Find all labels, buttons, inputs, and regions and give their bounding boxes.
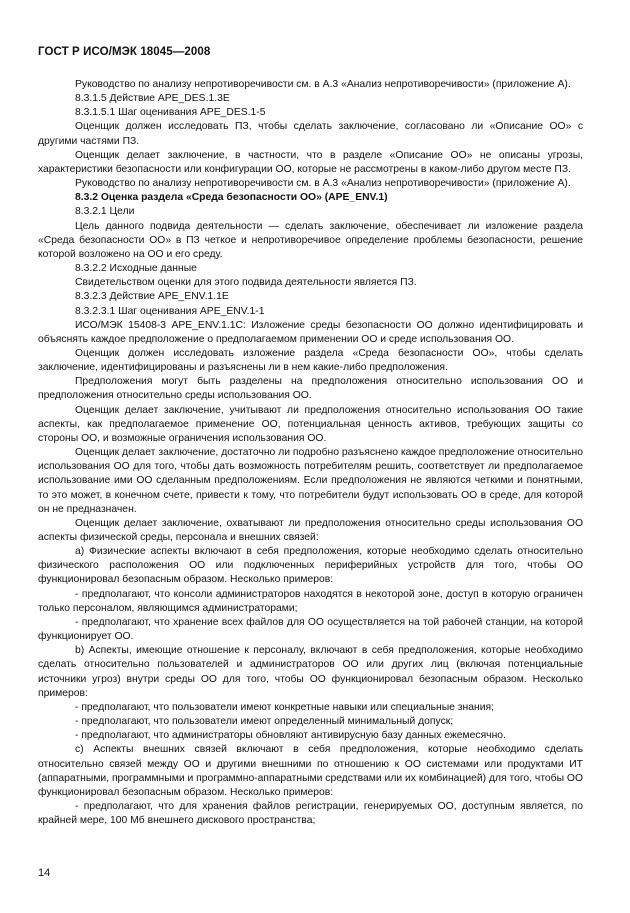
section-heading: 8.3.2 Оценка раздела «Среда безопасности ОО» (APE_ENV.1) [75,192,388,204]
paragraph: Оценщик должен исследовать изложение раздела «Среда безопасности ОО», чтобы сделать заключение, идентифицированы и разъяснены ли в нем какие-либо предположения. [38,347,583,374]
paragraph: Оценщик делает заключение, учитывают ли предположения относительно использования ОО такие аспекты, как предполагаемое применение ОО, потенциальная ценность активов, требующих защиты со стороны ОО, и возможные ограничения использования ОО. [38,404,583,444]
document-header: ГОСТ Р ИСО/МЭК 18045—2008 [38,46,211,58]
paragraph: ИСО/МЭК 15408-3 APE_ENV.1.1C: Изложение среды безопасности ОО должно идентифицировать и объяснять каждое предположение о предполагаемом применении ОО и среде использования ОО. [38,319,583,345]
paragraph: 8.3.2.1 Цели [75,206,135,218]
paragraph: - предполагают, что пользователи имеют определенный минимальный допуск; [75,716,454,728]
paragraph: Оценщик делает заключение, в частности, что в разделе «Описание ОО» не описаны угрозы, характеристики безопасности или конфигурации ОО, которые не рассмотрены в каком-либо другом месте ПЗ. [38,149,583,175]
paragraph: Руководство по анализу непротиворечивости см. в А.3 «Анализ непротиворечивости» (приложение А). [75,79,571,90]
paragraph: a) Физические аспекты включают в себя предположения, которые необходимо сделать относительно физического расположения ОО или подключенных периферийных устройств для того, чтобы ОО функционировал безопасным образом. Несколько примеров: [38,546,583,586]
document-body [38,78,583,828]
paragraph: Предположения могут быть разделены на предположения относительно использования ОО и предположения относительно среды использования ОО. [38,376,583,402]
paragraph: Оценщик должен исследовать ПЗ, чтобы сделать заключение, согласовано ли «Описание ОО» с другими частями ПЗ. [38,121,583,147]
paragraph: 8.3.2.2 Исходные данные [75,263,197,275]
paragraph: - предполагают, что пользователи имеют конкретные навыки или специальные знания; [75,701,494,713]
paragraph: - предполагают, что хранение всех файлов для ОО осуществляется на той рабочей станции, на которой функционирует ОО. [38,616,583,643]
paragraph: Цель данного подвида деятельности — сделать заключение, обеспечивает ли изложение раздела «Среда безопасности ОО» в ПЗ четкое и непротиворечивое определение проблемы безопасности, решение которой возложено на ОО и его среду. [38,220,583,260]
paragraph: Свидетельством оценки для этого подвида деятельности является ПЗ. [75,277,417,289]
paragraph: - предполагают, что для хранения файлов регистрации, генерируемых ОО, доступным является, по крайней мере, 100 Мб внешнего дискового пространства; [38,800,583,827]
paragraph: - предполагают, что администраторы обновляют антивирусную базу данных ежемесячно. [75,730,506,742]
paragraph: Оценщик делает заключение, достаточно ли подробно разъяснено каждое предположение относительно использования ОО для того, чтобы дать возможность потребителям решить, соответствует ли предполагаемое использование ими ОО сделанным предположениям. Если предположения не являются четкими и понятными, то это может, в конечном счете, привести к тому, что потребители будут использовать ОО в среде, для которой он не предназначен. [38,447,583,515]
paragraph: 8.3.2.3.1 Шаг оценивания APE_ENV.1-1 [75,305,265,317]
paragraph: Оценщик делает заключение, охватывают ли предположения относительно среды использования ОО аспекты физической среды, персонала и внешних связей: [38,517,583,543]
page-number: 14 [38,867,51,879]
paragraph: 8.3.2.3 Действие APE_ENV.1.1E [75,291,229,303]
paragraph: 8.3.1.5.1 Шаг оценивания APE_DES.1-5 [75,107,266,119]
paragraph: Руководство по анализу непротиворечивости см. в А.3 «Анализ непротиворечивости» (приложение А). [75,178,571,190]
paragraph: b) Аспекты, имеющие отношение к персоналу, включают в себя предположения, которые необходимо сделать относительно пользователей и администраторов ОО или других лиц (включая потенциальные источники угроз) внутри среды ОО для того, чтобы ОО функционировал безопасным образом. Несколько примеров: [38,645,583,699]
paragraph: 8.3.1.5 Действие APE_DES.1.3E [75,93,230,105]
paragraph: c) Аспекты внешних связей включают в себя предположения, которые необходимо сделать относительно связей между ОО и другими внешними по отношению к ОО системами или продуктами ИТ (аппаратными, программными и программно-аппаратными средствами или их комбинацией) для того, чтобы ОО функционировал безопасным образом. Несколько примеров: [38,744,584,798]
paragraph: - предполагают, что консоли администраторов находятся в некоторой зоне, доступ в которую ограничен только персоналом, являющимся администраторами; [38,588,583,614]
